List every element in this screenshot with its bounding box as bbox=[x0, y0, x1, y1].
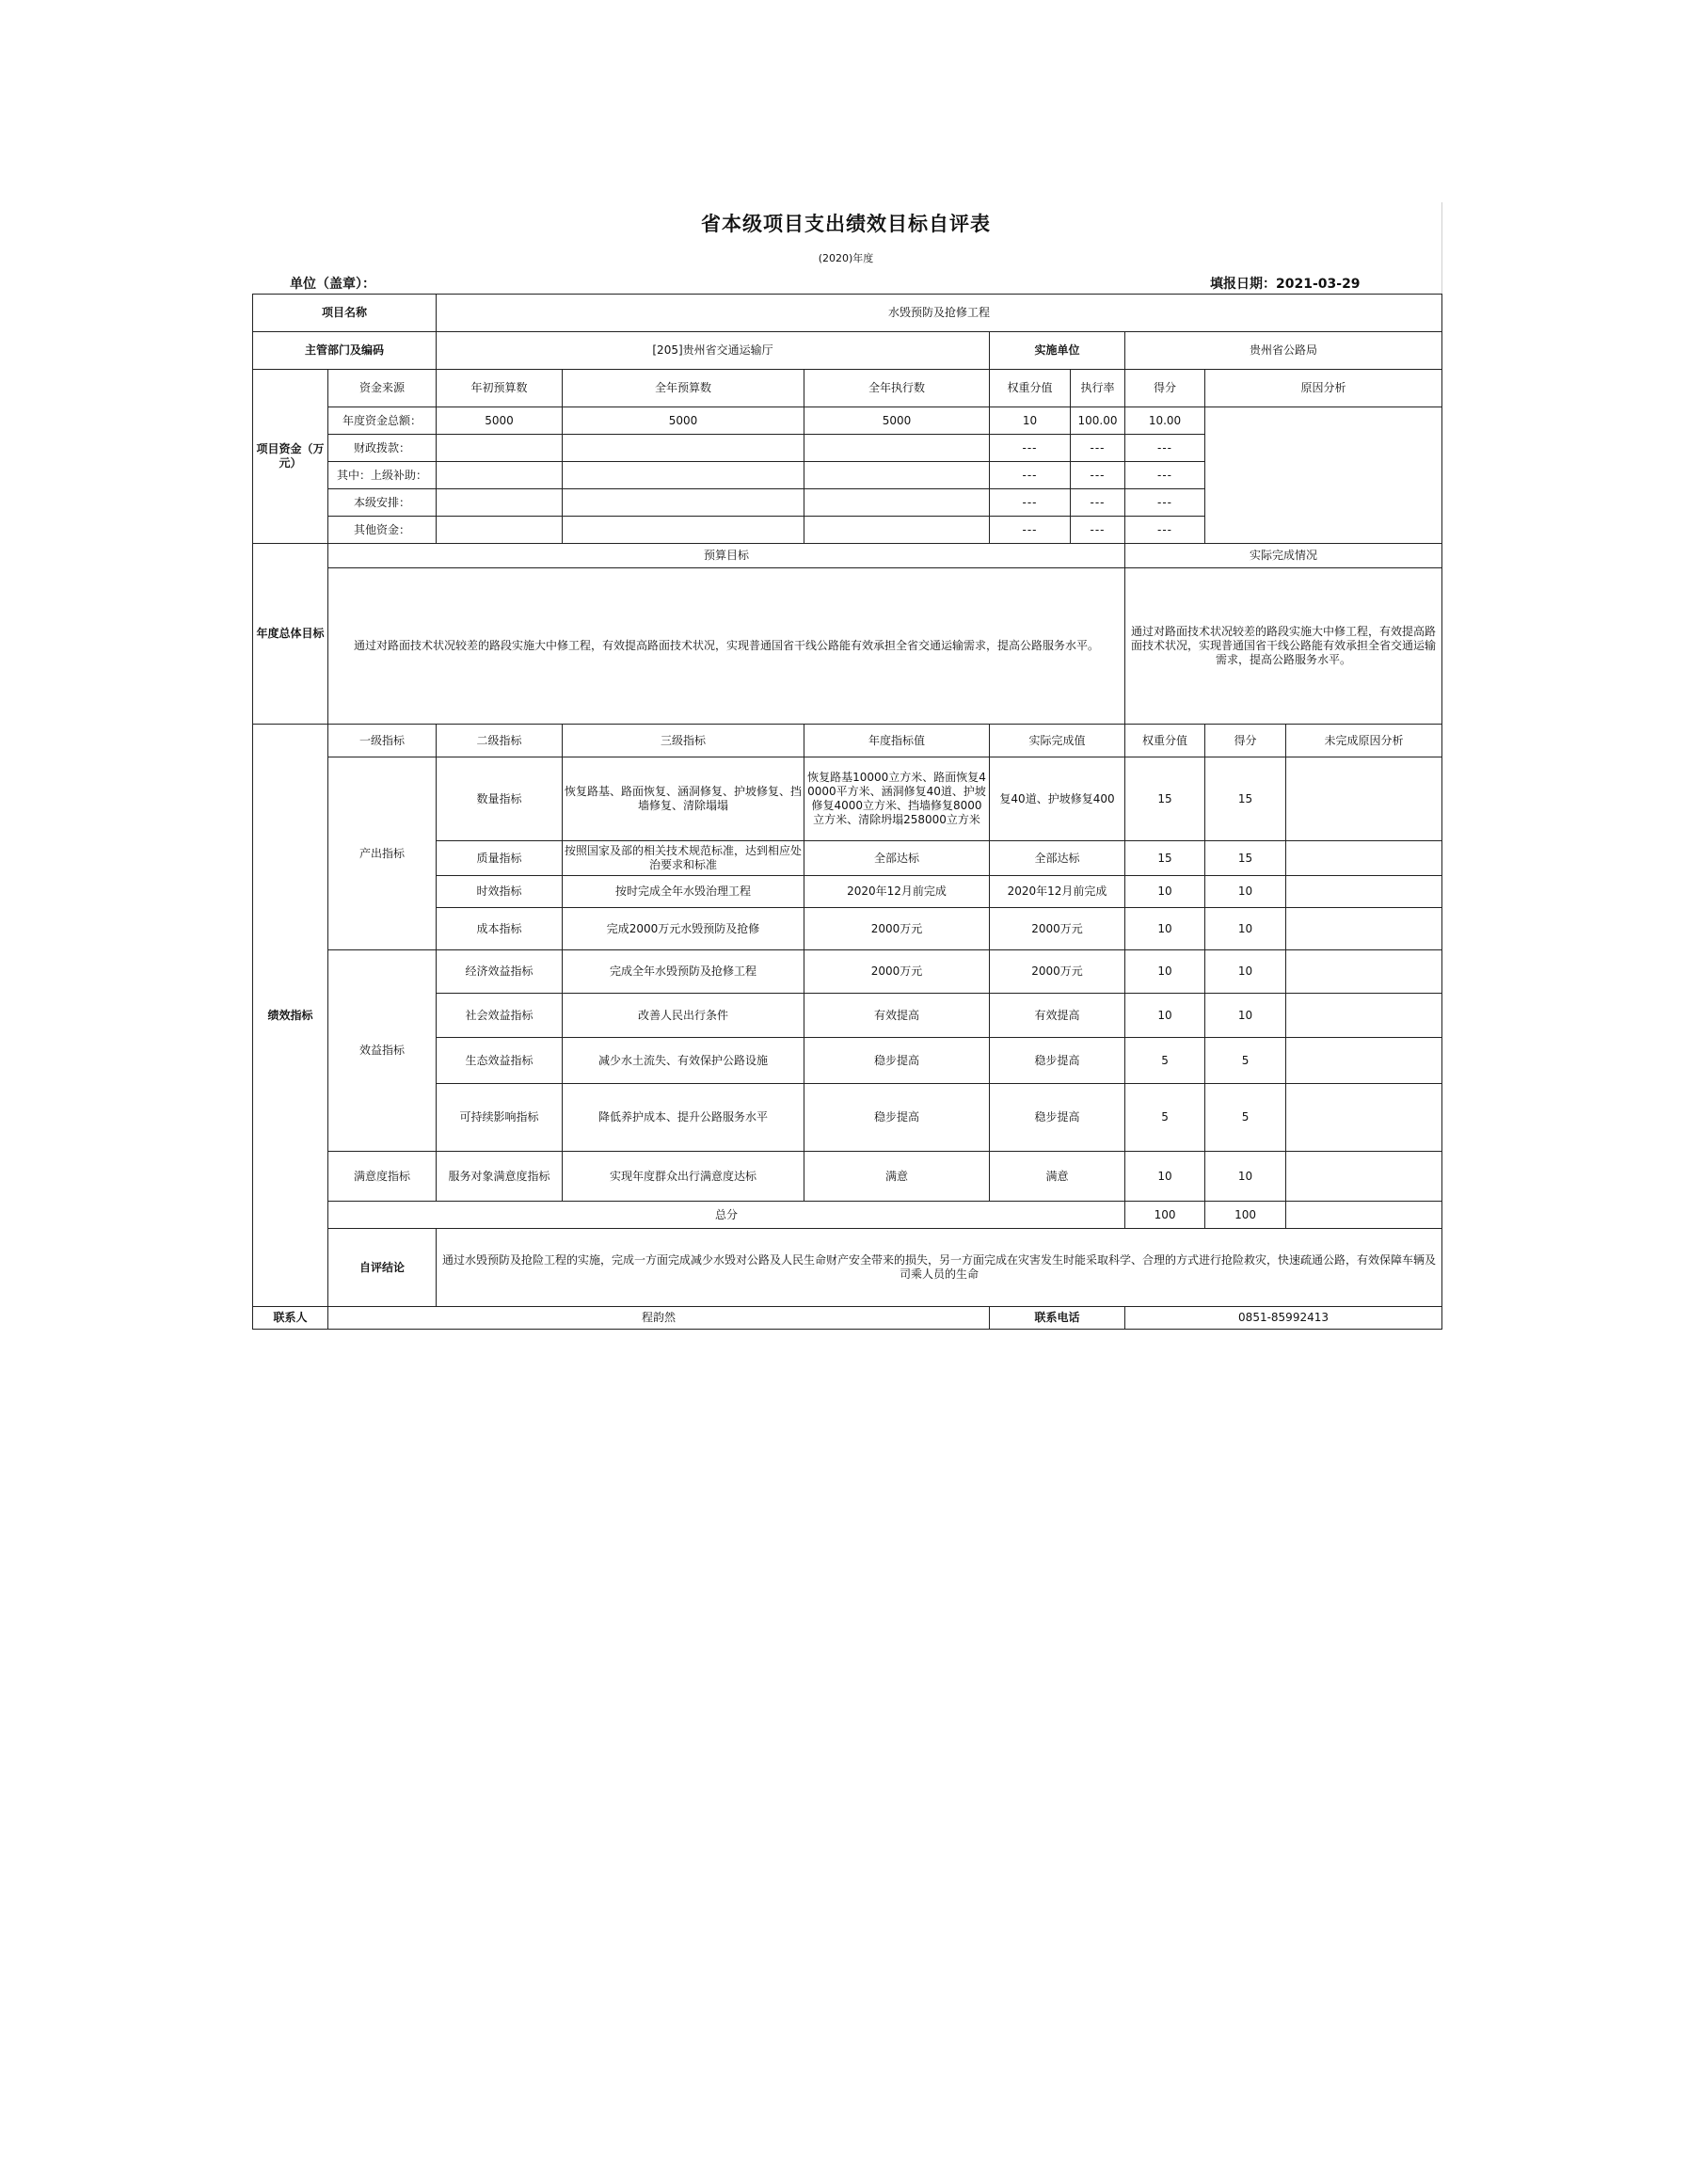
funds-header-initial: 年初预算数 bbox=[437, 370, 563, 407]
implementing-unit-label: 实施单位 bbox=[990, 332, 1125, 370]
indicator-l2: 可持续影响指标 bbox=[437, 1084, 563, 1152]
indicator-reason bbox=[1286, 841, 1442, 876]
funds-rate: --- bbox=[1071, 517, 1125, 544]
document-title: 省本级项目支出绩效目标自评表 bbox=[701, 213, 991, 235]
indicator-l2: 社会效益指标 bbox=[437, 994, 563, 1038]
funds-executed bbox=[804, 435, 990, 462]
funds-source: 其中：上级补助： bbox=[328, 462, 437, 489]
funds-weight: 10 bbox=[990, 407, 1071, 435]
indicator-actual: 稳步提高 bbox=[990, 1084, 1125, 1152]
indicator-l3: 按照国家及部的相关技术规范标准，达到相应处治要求和标准 bbox=[563, 841, 804, 876]
funds-score: --- bbox=[1125, 462, 1205, 489]
fill-date: 填报日期：2021-03-29 bbox=[1210, 277, 1361, 292]
indicator-l2: 质量指标 bbox=[437, 841, 563, 876]
project-name-value: 水毁预防及抢修工程 bbox=[437, 295, 1442, 332]
total-row bbox=[253, 1202, 1442, 1229]
indicator-l3: 减少水土流失、有效保护公路设施 bbox=[563, 1038, 804, 1084]
indicator-weight: 15 bbox=[1125, 757, 1205, 841]
indicator-reason bbox=[1286, 876, 1442, 908]
indicator-l3: 改善人民出行条件 bbox=[563, 994, 804, 1038]
indicator-target: 稳步提高 bbox=[804, 1084, 990, 1152]
indicator-score: 15 bbox=[1205, 841, 1286, 876]
funds-source: 年度资金总额： bbox=[328, 407, 437, 435]
indicator-target: 2000万元 bbox=[804, 908, 990, 950]
funds-annual bbox=[563, 517, 804, 544]
budget-goal-header: 预算目标 bbox=[328, 544, 1125, 568]
indicator-target: 有效提高 bbox=[804, 994, 990, 1038]
funds-score: --- bbox=[1125, 489, 1205, 517]
indicator-l3: 按时完成全年水毁治理工程 bbox=[563, 876, 804, 908]
performance-header-l2: 二级指标 bbox=[437, 725, 563, 757]
indicator-weight: 15 bbox=[1125, 841, 1205, 876]
funds-section-label: 项目资金（万元） bbox=[253, 370, 328, 544]
actual-completion-text: 通过对路面技术状况较差的路段实施大中修工程，有效提高路面技术状况，实现普通国省干线公路能有效承担全省交通运输需求，提高公路服务水平。 bbox=[1125, 568, 1442, 725]
funds-rate: --- bbox=[1071, 462, 1125, 489]
project-name-label: 项目名称 bbox=[253, 295, 437, 332]
indicator-weight: 5 bbox=[1125, 1084, 1205, 1152]
funds-initial bbox=[437, 435, 563, 462]
implementing-unit-value: 贵州省公路局 bbox=[1125, 332, 1442, 370]
funds-row bbox=[253, 407, 1442, 435]
funds-rate: 100.00 bbox=[1071, 407, 1125, 435]
funds-weight: --- bbox=[990, 462, 1071, 489]
indicator-actual: 2000万元 bbox=[990, 908, 1125, 950]
funds-source: 本级安排： bbox=[328, 489, 437, 517]
indicator-l2: 经济效益指标 bbox=[437, 950, 563, 994]
indicator-score: 10 bbox=[1205, 908, 1286, 950]
indicator-weight: 10 bbox=[1125, 876, 1205, 908]
indicator-row bbox=[253, 950, 1442, 994]
conclusion-label: 自评结论 bbox=[328, 1229, 437, 1307]
funds-initial bbox=[437, 489, 563, 517]
indicator-reason bbox=[1286, 908, 1442, 950]
performance-header-score: 得分 bbox=[1205, 725, 1286, 757]
level1-benefit: 效益指标 bbox=[328, 950, 437, 1152]
funds-annual bbox=[563, 462, 804, 489]
conclusion-row bbox=[253, 1229, 1442, 1307]
department-value: [205]贵州省交通运输厅 bbox=[437, 332, 990, 370]
indicator-l3: 完成全年水毁预防及抢修工程 bbox=[563, 950, 804, 994]
indicator-score: 5 bbox=[1205, 1084, 1286, 1152]
annual-goal-header-row bbox=[253, 544, 1442, 568]
total-score: 100 bbox=[1205, 1202, 1286, 1229]
indicator-reason bbox=[1286, 950, 1442, 994]
indicator-actual: 全部达标 bbox=[990, 841, 1125, 876]
indicator-row bbox=[253, 757, 1442, 841]
document-year: (2020)年度 bbox=[818, 252, 874, 264]
total-reason bbox=[1286, 1202, 1442, 1229]
performance-header-weight: 权重分值 bbox=[1125, 725, 1205, 757]
funds-reason-cell bbox=[1205, 407, 1442, 544]
funds-header-score: 得分 bbox=[1125, 370, 1205, 407]
performance-header-actual: 实际完成值 bbox=[990, 725, 1125, 757]
annual-goal-label: 年度总体目标 bbox=[253, 544, 328, 725]
funds-score: --- bbox=[1125, 517, 1205, 544]
performance-header-l3: 三级指标 bbox=[563, 725, 804, 757]
funds-header-executed: 全年执行数 bbox=[804, 370, 990, 407]
contact-row bbox=[253, 1307, 1442, 1330]
indicator-weight: 5 bbox=[1125, 1038, 1205, 1084]
indicator-weight: 10 bbox=[1125, 908, 1205, 950]
funds-header-reason: 原因分析 bbox=[1205, 370, 1442, 407]
indicator-actual: 2020年12月前完成 bbox=[990, 876, 1125, 908]
indicator-l2: 服务对象满意度指标 bbox=[437, 1152, 563, 1202]
indicator-score: 5 bbox=[1205, 1038, 1286, 1084]
funds-weight: --- bbox=[990, 517, 1071, 544]
funds-initial: 5000 bbox=[437, 407, 563, 435]
indicator-row bbox=[253, 1152, 1442, 1202]
indicator-weight: 10 bbox=[1125, 994, 1205, 1038]
indicator-target: 恢复路基10000立方米、路面恢复40000平方米、涵洞修复40道、护坡修复4000立方米、挡墙修复8000立方米、清除坍塌258000立方米 bbox=[804, 757, 990, 841]
unit-seal-label: 单位（盖章）： bbox=[290, 277, 375, 292]
funds-executed: 5000 bbox=[804, 407, 990, 435]
indicator-score: 10 bbox=[1205, 876, 1286, 908]
funds-weight: --- bbox=[990, 489, 1071, 517]
funds-initial bbox=[437, 462, 563, 489]
indicator-l3: 降低养护成本、提升公路服务水平 bbox=[563, 1084, 804, 1152]
indicator-l2: 生态效益指标 bbox=[437, 1038, 563, 1084]
performance-header-reason: 未完成原因分析 bbox=[1286, 725, 1442, 757]
indicator-score: 10 bbox=[1205, 994, 1286, 1038]
indicator-weight: 10 bbox=[1125, 1152, 1205, 1202]
indicator-target: 2020年12月前完成 bbox=[804, 876, 990, 908]
indicator-weight: 10 bbox=[1125, 950, 1205, 994]
funds-weight: --- bbox=[990, 435, 1071, 462]
funds-annual: 5000 bbox=[563, 407, 804, 435]
funds-score: 10.00 bbox=[1125, 407, 1205, 435]
indicator-reason bbox=[1286, 1038, 1442, 1084]
indicator-reason bbox=[1286, 994, 1442, 1038]
indicator-l3: 恢复路基、路面恢复、涵洞修复、护坡修复、挡墙修复、清除塌塌 bbox=[563, 757, 804, 841]
indicator-reason bbox=[1286, 757, 1442, 841]
level1-satisfaction: 满意度指标 bbox=[328, 1152, 437, 1202]
funds-header-rate: 执行率 bbox=[1071, 370, 1125, 407]
department-row bbox=[253, 332, 1442, 370]
indicator-l2: 数量指标 bbox=[437, 757, 563, 841]
contact-phone-label: 联系电话 bbox=[990, 1307, 1125, 1330]
funds-header-weight: 权重分值 bbox=[990, 370, 1071, 407]
funds-source: 其他资金： bbox=[328, 517, 437, 544]
indicator-target: 全部达标 bbox=[804, 841, 990, 876]
indicator-reason bbox=[1286, 1084, 1442, 1152]
performance-section-label: 绩效指标 bbox=[253, 725, 328, 1307]
indicator-actual: 有效提高 bbox=[990, 994, 1125, 1038]
funds-score: --- bbox=[1125, 435, 1205, 462]
indicator-actual: 2000万元 bbox=[990, 950, 1125, 994]
evaluation-table bbox=[252, 294, 1442, 1330]
indicator-score: 15 bbox=[1205, 757, 1286, 841]
level1-output: 产出指标 bbox=[328, 757, 437, 950]
conclusion-text: 通过水毁预防及抢险工程的实施，完成一方面完成减少水毁对公路及人民生命财产安全带来的损失，另一方面完成在灾害发生时能采取科学、合理的方式进行抢险救灾，快速疏通公路，有效保障车辆及司乘人员的生命 bbox=[437, 1229, 1442, 1307]
funds-initial bbox=[437, 517, 563, 544]
funds-executed bbox=[804, 462, 990, 489]
contact-person-label: 联系人 bbox=[253, 1307, 328, 1330]
contact-person-value: 程韵然 bbox=[328, 1307, 990, 1330]
funds-rate: --- bbox=[1071, 489, 1125, 517]
funds-header-annual: 全年预算数 bbox=[563, 370, 804, 407]
total-weight: 100 bbox=[1125, 1202, 1205, 1229]
contact-phone-value: 0851-85992413 bbox=[1125, 1307, 1442, 1330]
actual-completion-header: 实际完成情况 bbox=[1125, 544, 1442, 568]
funds-executed bbox=[804, 489, 990, 517]
funds-header-row bbox=[253, 370, 1442, 407]
indicator-l2: 成本指标 bbox=[437, 908, 563, 950]
funds-annual bbox=[563, 435, 804, 462]
indicator-actual: 满意 bbox=[990, 1152, 1125, 1202]
funds-annual bbox=[563, 489, 804, 517]
indicator-actual: 稳步提高 bbox=[990, 1038, 1125, 1084]
indicator-l3: 实现年度群众出行满意度达标 bbox=[563, 1152, 804, 1202]
indicator-actual: 复40道、护坡修复400 bbox=[990, 757, 1125, 841]
budget-goal-text: 通过对路面技术状况较差的路段实施大中修工程，有效提高路面技术状况，实现普通国省干线公路能有效承担全省交通运输需求，提高公路服务水平。 bbox=[328, 568, 1125, 725]
indicator-score: 10 bbox=[1205, 1152, 1286, 1202]
performance-header-target: 年度指标值 bbox=[804, 725, 990, 757]
department-label: 主管部门及编码 bbox=[253, 332, 437, 370]
funds-source: 财政拨款： bbox=[328, 435, 437, 462]
indicator-score: 10 bbox=[1205, 950, 1286, 994]
performance-header-l1: 一级指标 bbox=[328, 725, 437, 757]
funds-rate: --- bbox=[1071, 435, 1125, 462]
project-name-row bbox=[253, 295, 1442, 332]
indicator-target: 2000万元 bbox=[804, 950, 990, 994]
indicator-reason bbox=[1286, 1152, 1442, 1202]
funds-executed bbox=[804, 517, 990, 544]
page-edge-line bbox=[1441, 202, 1442, 294]
indicator-target: 稳步提高 bbox=[804, 1038, 990, 1084]
annual-goal-text-row bbox=[253, 568, 1442, 725]
funds-header-source: 资金来源 bbox=[328, 370, 437, 407]
performance-header-row bbox=[253, 725, 1442, 757]
indicator-l3: 完成2000万元水毁预防及抢修 bbox=[563, 908, 804, 950]
total-label: 总分 bbox=[328, 1202, 1125, 1229]
indicator-l2: 时效指标 bbox=[437, 876, 563, 908]
indicator-target: 满意 bbox=[804, 1152, 990, 1202]
